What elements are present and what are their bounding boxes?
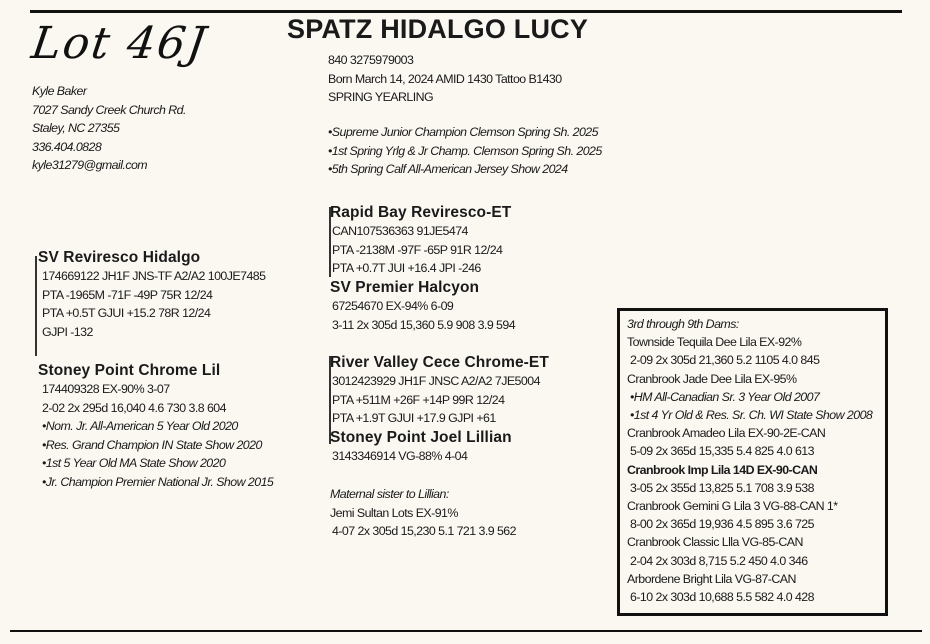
bottom-rule (10, 630, 922, 632)
sire-sire-block (330, 204, 511, 278)
sire-line: PTA -1965M -71F -49P 75R 12/24 (42, 287, 213, 302)
sire-sire-line: PTA -2138M -97F -65P 91R 12/24 (332, 242, 503, 257)
dam-dam-line: 3143346914 VG-88% 4-04 (332, 449, 468, 463)
dam-line: 174409328 EX-90% 3-07 (42, 382, 170, 396)
sire-sire-line: CAN107536363 91JE5474 (332, 224, 468, 238)
dam-block (38, 362, 273, 491)
sire-line: GJPI -132 (42, 324, 93, 339)
dam-entry-record: 5-09 2x 365d 15,335 5.4 825 4.0 613 (630, 444, 814, 459)
dam-entry-name: Cranbrook Jade Dee Lila EX-95% (627, 371, 797, 386)
dam-entry-record: 2-04 2x 303d 8,715 5.2 450 4.0 346 (630, 553, 808, 568)
lot-number: Lot 46J (28, 18, 211, 69)
dam-dam-name: Stoney Point Joel Lillian (330, 429, 512, 446)
sire-dam-line: 67254670 EX-94% 6-09 (332, 299, 454, 313)
consignor-phone: 336.404.0828 (32, 139, 102, 154)
sire-line: PTA +0.5T GJUI +15.2 78R 12/24 (42, 306, 211, 320)
dams-list (627, 315, 872, 606)
dam-entry-name: Townside Tequila Dee Lila EX-92% (627, 335, 802, 350)
sire-line-bracket (35, 256, 37, 356)
sire-sire-name: Rapid Bay Reviresco-ET (330, 204, 512, 221)
sire-name: SV Reviresco Hidalgo (38, 249, 201, 266)
animal-info (328, 51, 562, 107)
consignor-name: Kyle Baker (32, 84, 87, 98)
sire-dam-line: 3-11 2x 305d 15,360 5.9 908 3.9 594 (332, 317, 516, 332)
sire-line: 174669122 JH1F JNS-TF A2/A2 100JE7485 (42, 269, 266, 283)
sire-dam-block (330, 279, 515, 334)
sire-dam-name: SV Premier Halcyon (330, 279, 480, 296)
dam-dam-block (330, 429, 512, 466)
consignor-email: kyle31279@gmail.com (32, 158, 148, 172)
birth-info: Born March 14, 2024 AMID 1430 Tattoo B1430 (328, 71, 562, 86)
dam-entry-note: •HM All-Canadian Sr. 3 Year Old 2007 (630, 389, 820, 404)
dams-box (617, 308, 888, 616)
dam-entry-record: 3-05 2x 355d 13,825 5.1 708 3.9 538 (630, 480, 814, 495)
dam-entry-record: 8-00 2x 365d 19,936 4.5 895 3.6 725 (630, 517, 814, 532)
sire-block (38, 249, 265, 341)
maternal-record: 4-07 2x 305d 15,230 5.1 721 3.9 562 (332, 524, 516, 538)
dams-heading: 3rd through 9th Dams: (627, 317, 739, 331)
dam-entry-name: Arbordene Bright Lila VG-87-CAN (627, 571, 796, 586)
consignor-street: 7027 Sandy Creek Church Rd. (32, 102, 186, 117)
dam-award: •Jr. Champion Premier National Jr. Show 2015 (42, 474, 274, 489)
dam-award: •Nom. Jr. All-American 5 Year Old 2020 (42, 419, 238, 433)
maternal-sister-block (330, 485, 516, 541)
consignor-city: Staley, NC 27355 (32, 121, 120, 135)
award-item: •5th Spring Calf All-American Jersey Show 2024 (328, 162, 568, 176)
maternal-name: Jemi Sultan Lots EX-91% (330, 505, 458, 520)
dam-sire-line: PTA +511M +26F +14P 99R 12/24 (332, 392, 505, 407)
dam-entry-record: 6-10 2x 303d 10,688 5.5 582 4.0 428 (630, 590, 814, 605)
registration-number: 840 3275979003 (328, 53, 414, 67)
consignor-block (32, 82, 186, 175)
dam-sire-name: River Valley Cece Chrome-ET (330, 354, 549, 371)
top-rule (30, 10, 902, 13)
dam-sire-block (330, 354, 549, 428)
dam-entry-name: Cranbrook Classic Llla VG-85-CAN (627, 535, 803, 550)
sire-sire-line: PTA +0.7T JUI +16.4 JPI -246 (332, 261, 481, 275)
dam-name: Stoney Point Chrome Lil (38, 362, 221, 379)
dam-entry-name: Cranbrook Imp Lila 14D EX-90-CAN (627, 462, 818, 477)
dam-entry-record: 2-09 2x 305d 21,360 5.2 1105 4.0 845 (630, 353, 820, 368)
award-item: •1st Spring Yrlg & Jr Champ. Clemson Spring Sh. 2025 (328, 143, 602, 158)
dam-entry-name: Cranbrook Gemini G Lila 3 VG-88-CAN 1* (627, 499, 838, 514)
dam-sire-line: 3012423929 JH1F JNSC A2/A2 7JE5004 (332, 374, 540, 388)
awards-list (328, 123, 602, 179)
dam-award: •1st 5 Year Old MA State Show 2020 (42, 456, 226, 470)
maternal-heading: Maternal sister to Lillian: (330, 487, 449, 501)
dam-award: •Res. Grand Champion IN State Show 2020 (42, 437, 262, 452)
dam-sire-line: PTA +1.9T GJUI +17.9 GJPI +61 (332, 411, 496, 425)
age-class: SPRING YEARLING (328, 90, 434, 104)
animal-name: SPATZ HIDALGO LUCY (287, 14, 589, 44)
dam-line: 2-02 2x 295d 16,040 4.6 730 3.8 604 (42, 400, 226, 415)
dam-entry-name: Cranbrook Amadeo Lila EX-90-2E-CAN (627, 426, 826, 441)
dam-entry-note: •1st 4 Yr Old & Res. Sr. Ch. WI State Show 2008 (630, 408, 873, 423)
award-item: •Supreme Junior Champion Clemson Spring Sh. 2025 (328, 125, 598, 139)
